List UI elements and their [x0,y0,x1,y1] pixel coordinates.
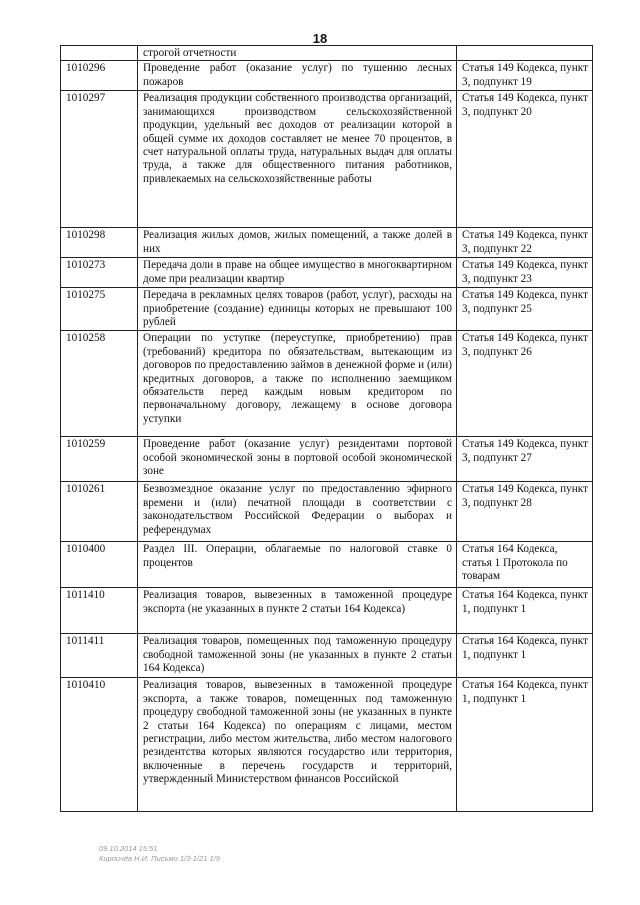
legal-reference: Статья 149 Кодекса, пункт 3, подпункт 25 [457,288,593,331]
operation-description: Реализация жилых домов, жилых помещений, а также долей в них [138,228,457,258]
legal-reference: Статья 149 Кодекса, пункт 3, подпункт 27 [457,437,593,482]
operation-description: строгой отчетности [138,46,457,61]
table-row [61,482,593,542]
operation-code: 1010261 [61,482,138,542]
legal-reference: Статья 164 Кодекса, пункт 1, подпункт 1 [457,678,593,812]
operation-description: Безвозмездное оказание услуг по предоставлению эфирного времени и (или) печатной площади в соответствии с законодательством Российской Федерации о выборах и референдумах [138,482,457,542]
operation-description: Раздел III. Операции, облагаемые по налоговой ставке 0 процентов [138,542,457,588]
operation-code: 1010296 [61,61,138,91]
operation-code [61,46,138,61]
table-row [61,634,593,678]
legal-reference: Статья 164 Кодекса, пункт 1, подпункт 1 [457,634,593,678]
table-row [61,46,593,61]
table-row [61,678,593,812]
legal-reference: Статья 149 Кодекса, пункт 3, подпункт 23 [457,258,593,288]
legal-reference: Статья 149 Кодекса, пункт 3, подпункт 28 [457,482,593,542]
operation-description: Реализация продукции собственного производства организаций, занимающихся производством сельскохозяйственной продукции, удельный вес доходов от реализации которой в общей сумме их доходов составляет не менее 70 процентов, в счет натуральной оплаты труда, натуральных выдач для оплаты труда, а также для общественного питания работников, привлекаемых на сельскохозяйственные работы [138,91,457,228]
operation-code: 1010259 [61,437,138,482]
legal-reference: Статья 149 Кодекса, пункт 3, подпункт 22 [457,228,593,258]
operation-code: 1011411 [61,634,138,678]
table-row [61,91,593,228]
table-row [61,61,593,91]
table-row [61,542,593,588]
operation-description: Проведение работ (оказание услуг) резидентами портовой особой экономической зоны в портовой особой экономической зоне [138,437,457,482]
operation-description: Проведение работ (оказание услуг) по тушению лесных пожаров [138,61,457,91]
legal-reference: Статья 149 Кодекса, пункт 3, подпункт 19 [457,61,593,91]
table-row [61,331,593,437]
page-number: 18 [312,31,328,46]
legal-reference: Статья 164 Кодекса, статья 1 Протокола по товарам [457,542,593,588]
footer-timestamp: 09.10.2014 15:51 [99,844,158,853]
print-footer [99,844,220,864]
operation-description: Передача в рекламных целях товаров (работ, услуг), расходы на приобретение (создание) единицы которых не превышают 100 рублей [138,288,457,331]
tax-operations-table [60,45,593,812]
operation-description: Реализация товаров, вывезенных в таможенной процедуре экспорта, а также товаров, помещенных под таможенную процедуру свободной таможенной зоны (не указанных в пункте 2 статьи 164 Кодекса) по операциям с лицами, местом регистрации, либо местом жительства, либо местом налогового резидентства которых являются государство или территория, включенные в перечень государств и территорий, утвержденный Министерством финансов Российской [138,678,457,812]
operation-code: 1010258 [61,331,138,437]
operation-code: 1010410 [61,678,138,812]
footer-source: Кирпичёв Н.И. Письмо 1/3-1/21 1/9 [99,854,220,863]
operation-code: 1011410 [61,588,138,634]
operation-code: 1010273 [61,258,138,288]
legal-reference: Статья 149 Кодекса, пункт 3, подпункт 26 [457,331,593,437]
table-row [61,588,593,634]
table-row [61,288,593,331]
operation-code: 1010297 [61,91,138,228]
operation-code: 1010275 [61,288,138,331]
legal-reference: Статья 149 Кодекса, пункт 3, подпункт 20 [457,91,593,228]
operation-description: Передача доли в праве на общее имущество в многоквартирном доме при реализации квартир [138,258,457,288]
operation-code: 1010298 [61,228,138,258]
operation-code: 1010400 [61,542,138,588]
operation-description: Реализация товаров, вывезенных в таможенной процедуре экспорта (не указанных в пункте 2 статьи 164 Кодекса) [138,588,457,634]
operation-description: Реализация товаров, помещенных под таможенную процедуру свободной таможенной зоны (не указанных в пункте 2 статьи 164 Кодекса) [138,634,457,678]
table-row [61,228,593,258]
operation-description: Операции по уступке (переуступке, приобретению) прав (требований) кредитора по обязательствам, вытекающим из договоров по предоставлению займов в денежной форме и (или) кредитных договоров, а также по исполнению заемщиком обязательств перед каждым новым кредитором по первоначальному договору, лежащему в основе договора уступки [138,331,457,437]
table-row [61,437,593,482]
legal-reference [457,46,593,61]
legal-reference: Статья 164 Кодекса, пункт 1, подпункт 1 [457,588,593,634]
table-row [61,258,593,288]
